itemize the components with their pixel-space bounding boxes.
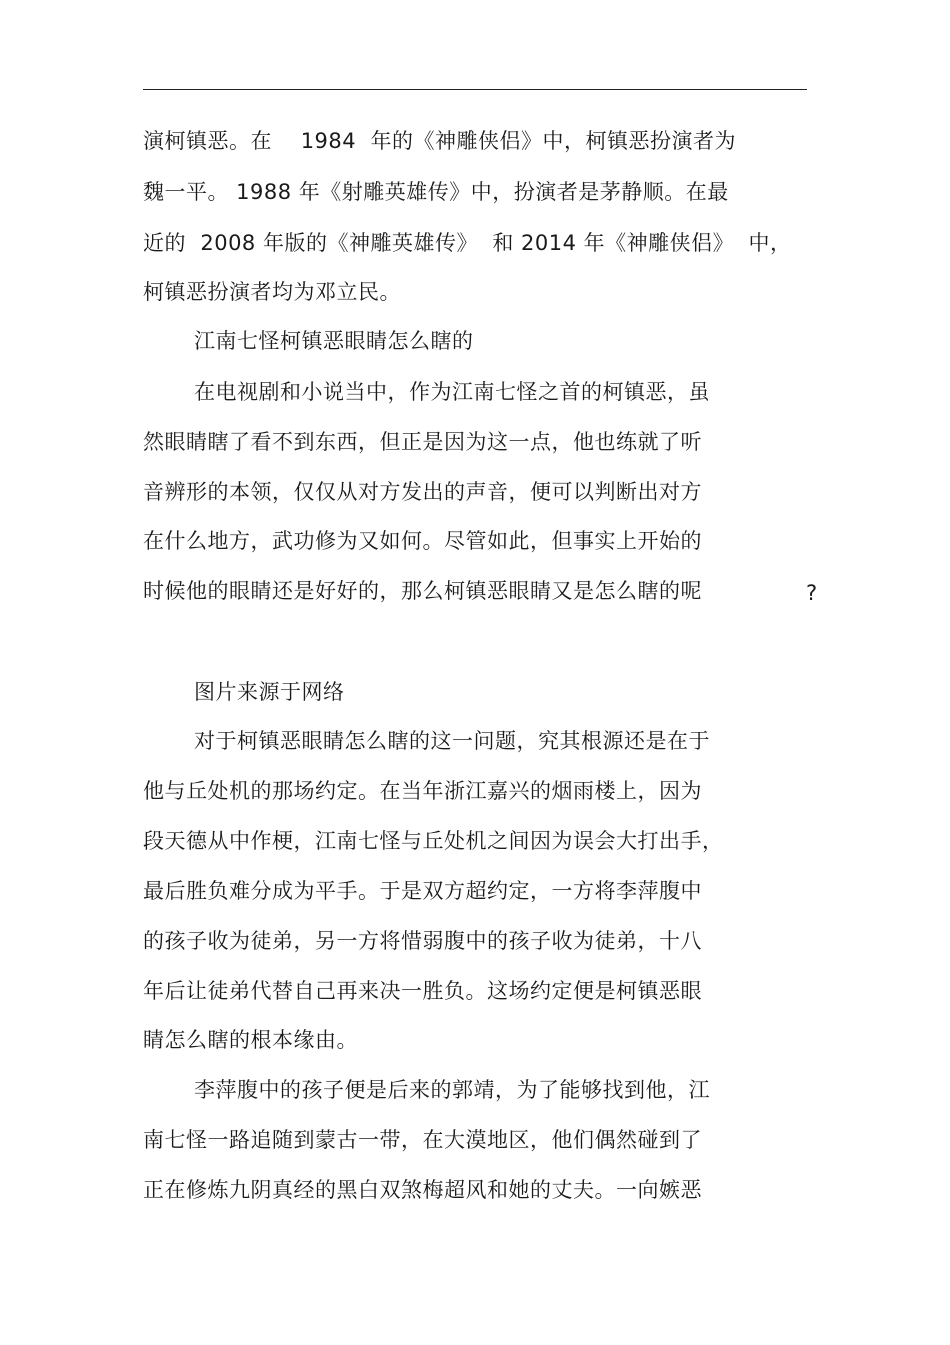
paragraph-line: 在什么地方，武功修为又如何。尽管如此，但事实上开始的 (143, 529, 702, 553)
question-mark: ? (806, 581, 818, 605)
paragraph-line: 最后胜负难分成为平手。于是双方超约定，一方将李萍腹中 (143, 879, 702, 903)
paragraph-line: 魏一平。 1988 年《射雕英雄传》中，扮演者是茅静顺。在最 (143, 180, 729, 204)
paragraph-line: 时候他的眼睛还是好好的，那么柯镇恶眼睛又是怎么瞎的呢 (143, 579, 702, 603)
paragraph-line: 段天德从中作梗，江南七怪与丘处机之间因为误会大打出手， (143, 829, 724, 853)
paragraph-line: 李萍腹中的孩子便是后来的郭靖，为了能够找到他，江 (194, 1078, 710, 1102)
paragraph-line: 对于柯镇恶眼睛怎么瞎的这一问题，究其根源还是在于 (194, 729, 710, 753)
paragraph-line: 近的 2008 年版的《神雕英雄传》 和 2014 年《神雕侠侣》 中， (143, 231, 792, 255)
paragraph-line: 在电视剧和小说当中，作为江南七怪之首的柯镇恶，虽 (194, 380, 710, 404)
section-heading: 江南七怪柯镇恶眼睛怎么瞎的 (194, 329, 474, 353)
paragraph-line: 睛怎么瞎的根本缘由。 (143, 1028, 358, 1052)
paragraph-line: 年后让徒弟代替自己再来决一胜负。这场约定便是柯镇恶眼 (143, 979, 702, 1003)
paragraph-line: 正在修炼九阴真经的黑白双煞梅超风和她的丈夫。一向嫉恶 (143, 1178, 702, 1202)
paragraph-line: 然眼睛瞎了看不到东西，但正是因为这一点，他也练就了听 (143, 430, 702, 454)
paragraph-line: 音辨形的本领，仅仅从对方发出的声音，便可以判断出对方 (143, 480, 702, 504)
paragraph-line: 他与丘处机的那场约定。在当年浙江嘉兴的烟雨楼上，因为 (143, 779, 702, 803)
image-caption: 图片来源于网络 (194, 680, 345, 704)
paragraph-line: 的孩子收为徒弟，另一方将惜弱腹中的孩子收为徒弟，十八 (143, 929, 702, 953)
header-rule (143, 89, 807, 90)
paragraph-line: 柯镇恶扮演者均为邓立民。 (143, 280, 401, 304)
paragraph-line: 演柯镇恶。在 1984 年的《神雕侠侣》中，柯镇恶扮演者为 (143, 129, 736, 153)
paragraph-line: 南七怪一路追随到蒙古一带，在大漠地区，他们偶然碰到了 (143, 1128, 702, 1152)
